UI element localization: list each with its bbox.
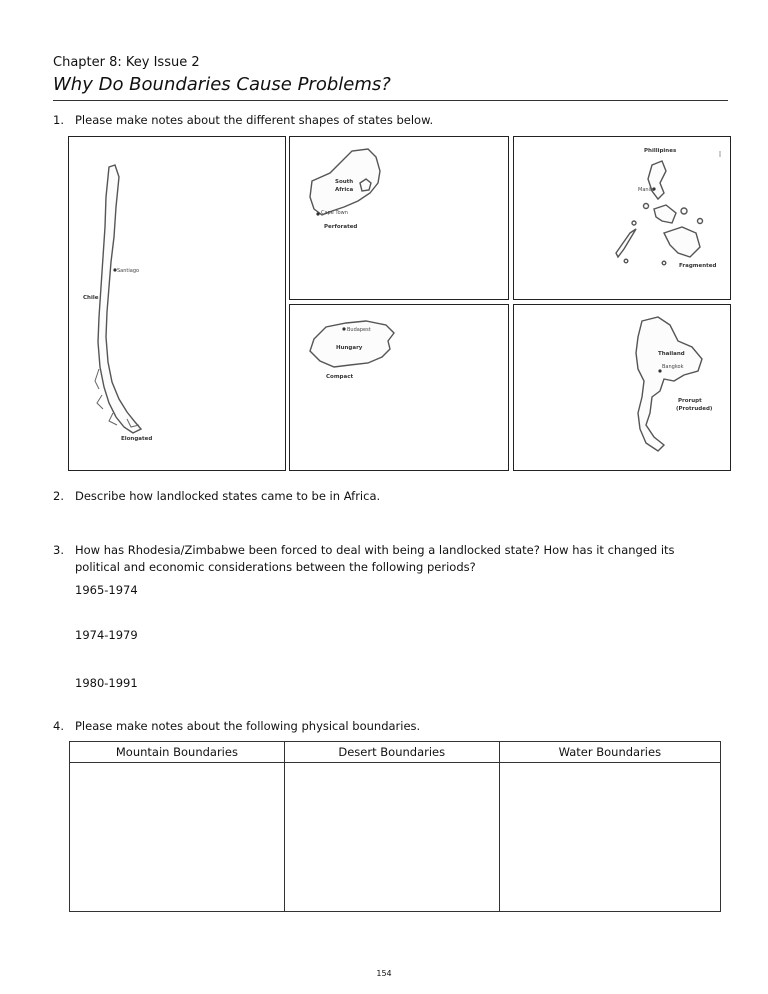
map-panel-chile [68, 136, 286, 471]
hungary-shape-label: Compact [326, 374, 354, 380]
thailand-shape-label-line2: (Protruded) [676, 406, 713, 412]
question-1 [53, 113, 433, 127]
question-4-text: Please make notes about the following physical boundaries. [75, 719, 421, 733]
hungary-city-label: Budapest [347, 327, 371, 333]
south-africa-country-label-line2: Africa [335, 187, 354, 193]
question-1-text: Please make notes about the different shapes of states below. [75, 113, 434, 127]
question-4 [53, 719, 420, 733]
philippines-shape-label: Fragmented [679, 263, 717, 269]
south-africa-map [290, 137, 508, 299]
philippines-mindanao [664, 227, 700, 257]
header-water-boundaries: Water Boundaries [499, 742, 720, 763]
philippines-palawan [616, 229, 636, 257]
title-divider [53, 100, 728, 101]
period-1980-1991: 1980-1991 [75, 676, 138, 690]
thailand-country-label: Thailand [658, 351, 685, 357]
chile-outline [98, 165, 141, 433]
hungary-country-label: Hungary [336, 345, 363, 351]
chile-city-label: Santiago [117, 268, 140, 274]
question-1-number: 1. [53, 113, 64, 127]
question-4-number: 4. [53, 719, 64, 733]
map-panel-thailand [513, 304, 731, 471]
header-desert-boundaries: Desert Boundaries [284, 742, 499, 763]
map-panel-south-africa [289, 136, 509, 300]
question-3-number: 3. [53, 543, 64, 557]
boundaries-table-notes-row [70, 763, 721, 912]
chile-shape-label: Elongated [121, 436, 153, 442]
period-1965-1974: 1965-1974 [75, 583, 138, 597]
chile-map [69, 137, 285, 470]
mountain-boundaries-notes-cell[interactable] [70, 763, 285, 912]
chile-country-label: Chile [83, 295, 99, 301]
question-2-text: Describe how landlocked states came to be in Africa. [75, 489, 381, 503]
water-boundaries-notes-cell[interactable] [499, 763, 720, 912]
boundaries-table [69, 741, 721, 912]
map-panel-philippines [513, 136, 731, 300]
south-africa-city-label: Cape Town [321, 210, 348, 216]
page-number: 154 [376, 969, 392, 978]
south-africa-shape-label: Perforated [324, 224, 358, 230]
map-panel-hungary [289, 304, 509, 471]
question-2-number: 2. [53, 489, 64, 503]
philippines-map [514, 137, 730, 299]
question-3 [53, 543, 675, 557]
philippines-city-label: Manila [638, 187, 655, 193]
question-2 [53, 489, 380, 503]
thailand-map [514, 305, 730, 470]
boundaries-table-header-row [70, 742, 721, 763]
chapter-label: Chapter 8: Key Issue 2 [53, 55, 200, 70]
philippines-luzon [648, 161, 666, 199]
philippines-country-label: Phillipines [644, 148, 677, 154]
desert-boundaries-notes-cell[interactable] [284, 763, 499, 912]
question-3-text-line1: How has Rhodesia/Zimbabwe been forced to deal with being a landlocked state? How has it changed its [75, 543, 675, 557]
philippines-visayas [654, 205, 676, 223]
thailand-outline [636, 317, 702, 451]
hungary-map [290, 305, 508, 470]
south-africa-country-label-line1: South [335, 179, 354, 185]
page-title: Why Do Boundaries Cause Problems? [53, 74, 391, 95]
thailand-shape-label-line1: Prorupt [678, 398, 702, 404]
question-3-text-line2: political and economic considerations between the following periods? [75, 560, 476, 574]
period-1974-1979: 1974-1979 [75, 628, 138, 642]
header-mountain-boundaries: Mountain Boundaries [70, 742, 285, 763]
thailand-city-label: Bangkok [662, 364, 684, 370]
